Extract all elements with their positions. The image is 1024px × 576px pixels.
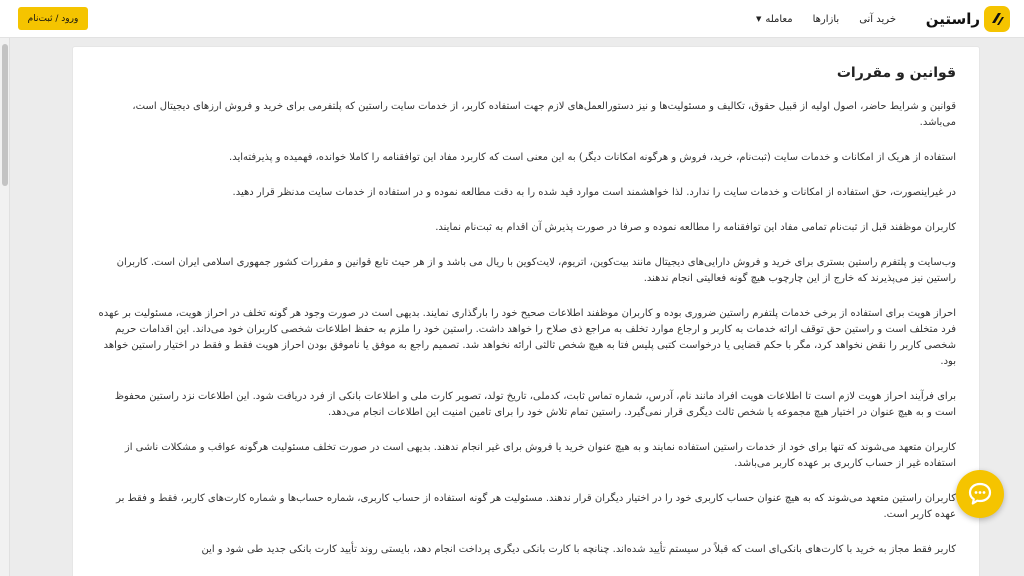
nav-markets[interactable] [813,14,840,25]
brand-logo[interactable] [926,5,1010,33]
nav-label: معامله [765,13,793,25]
main-nav [756,0,896,38]
nav-label: خرید آنی [859,13,896,25]
terms-paragraph: کاربر فقط مجاز به خرید با کارت‌های بانکی‌ای است که قبلاً در سیستم تأیید شده‌اند. چنانچه با کارت بانکی دیگری پرداخت انجام دهد، بایستی روند تأیید کارت بانکی جدید طی شود و این [201,544,956,555]
chat-bubble-icon [967,481,993,507]
nav-trade-dropdown[interactable] [756,14,793,25]
page-scrollbar[interactable] [0,38,10,576]
nav-label: بازارها [812,13,840,25]
brand-logo-icon [984,6,1010,32]
scrollbar-thumb[interactable] [2,44,8,186]
terms-paragraph: احراز هویت برای استفاده از برخی خدمات پلتفرم راستین ضروری بوده و کاربران موظفند اطلاعات صحیح خود را بارگذاری نمایند. بدیهی است در صورت وجود هر گونه تخلف در احراز هویت، مسئولیت بر عهده فرد متخلف است و راستین حق توقف ارائه خدمات به کاربر و ارجاع موارد تخلف به مراجع ذی صلاح را خواهد داشت. راستین خود را ملزم به حفظ اطلاعات شخصی کاربران خود می‌داند. این اقدامات حریم شخصی کاربر را نقض نخواهد کرد، مگر با حکم قضایی یا درخواست کتبی پلیس فتا به هیچ شخص ثالثی ارائه نخواهد شد. تصمیم راجع به موفق یا ناموفق بودن احراز هویت فقط و فقط در اختیار راستین خواهد بود. [98,308,956,367]
support-chat-button[interactable] [956,470,1004,518]
login-register-button[interactable]: ورود / ثبت‌نام [18,7,88,30]
terms-paragraph: کاربران موظفند قبل از ثبت‌نام تمامی مفاد این توافقنامه را مطالعه نموده و صرفا در صورت پذیرش آن اقدام به ثبت‌نام نمایند. [435,222,956,233]
brand-name: راستین [925,10,980,28]
terms-paragraph: وب‌سایت و پلتفرم راستین بستری برای خرید و فروش دارایی‌های دیجیتال مانند بیت‌کوین، اتریوم، لایت‌کوین با ریال می باشد و از هر حیث تابع قوانین و مقررات کشور جمهوری اسلامی ایران است. کاربران راستین نیز می‌پذیرند که خارج از این چارچوب هیچ گونه فعالیتی انجام ندهند. [116,257,956,284]
terms-paragraph: در غیراینصورت، حق استفاده از امکانات و خدمات سایت را ندارد. لذا خواهشمند است موارد قید شده را به دقت مطالعه نموده و در استفاده از خدمات سایت مدنظر قرار دهید. [232,187,956,198]
top-header [0,0,1024,38]
terms-paragraph: قوانین و شرایط حاضر، اصول اولیه از قبیل حقوق، تکالیف و مسئولیت‌ها و نیز دستورالعمل‌های لازم جهت استفاده کاربر، از خدمات سایت راستین که پلتفرمی برای خرید و فروش ارزهای دیجیتال است، می‌باشد. [132,101,956,128]
terms-paragraph: کاربران متعهد می‌شوند که تنها برای خود از خدمات راستین استفاده نمایند و به هیچ عنوان خرید یا فروش برای غیر انجام ندهند. بدیهی است در صورت تخلف مسئولیت هرگونه عواقب و مشکلات ناشی از استفاده غیر از حساب کاربری بر عهده کاربر می‌باشد. [124,442,956,469]
terms-paragraph: استفاده از هریک از امکانات و خدمات سایت (ثبت‌نام، خرید، فروش و هرگونه امکانات دیگر) به این معنی است که کاربرد مفاد این توافقنامه را کاملا خوانده، فهمیده و پذیرفته‌اید. [229,152,956,163]
caret-down-icon: ▼ [755,15,762,23]
terms-card [72,46,980,576]
terms-paragraph: کاربران راستین متعهد می‌شوند که به هیچ عنوان حساب کاربری خود را در اختیار دیگران قرار ندهند. مسئولیت هر گونه استفاده از حساب کاربری، شماره حساب‌ها و شماره کارت‌های کاربر، فقط و فقط بر عهده کاربر است. [116,493,956,520]
page-title: قوانین و مقررات [836,65,956,81]
terms-paragraph: برای فرآیند احراز هویت لازم است تا اطلاعات هویت افراد مانند نام، آدرس، شماره تماس ثابت، کدملی، تاریخ تولد، تصویر کارت ملی و اطلاعات بانکی از فرد دریافت شود. این اطلاعات نزد راستین محفوظ است و به هیچ عنوان در اختیار هیچ مجموعه یا شخص ثالث دیگری قرار نمی‌گیرد. راستین تمام تلاش خود را برای تامین امنیت این اطلاعات انجام می‌دهد. [114,391,956,418]
nav-instant-buy[interactable] [859,14,896,25]
